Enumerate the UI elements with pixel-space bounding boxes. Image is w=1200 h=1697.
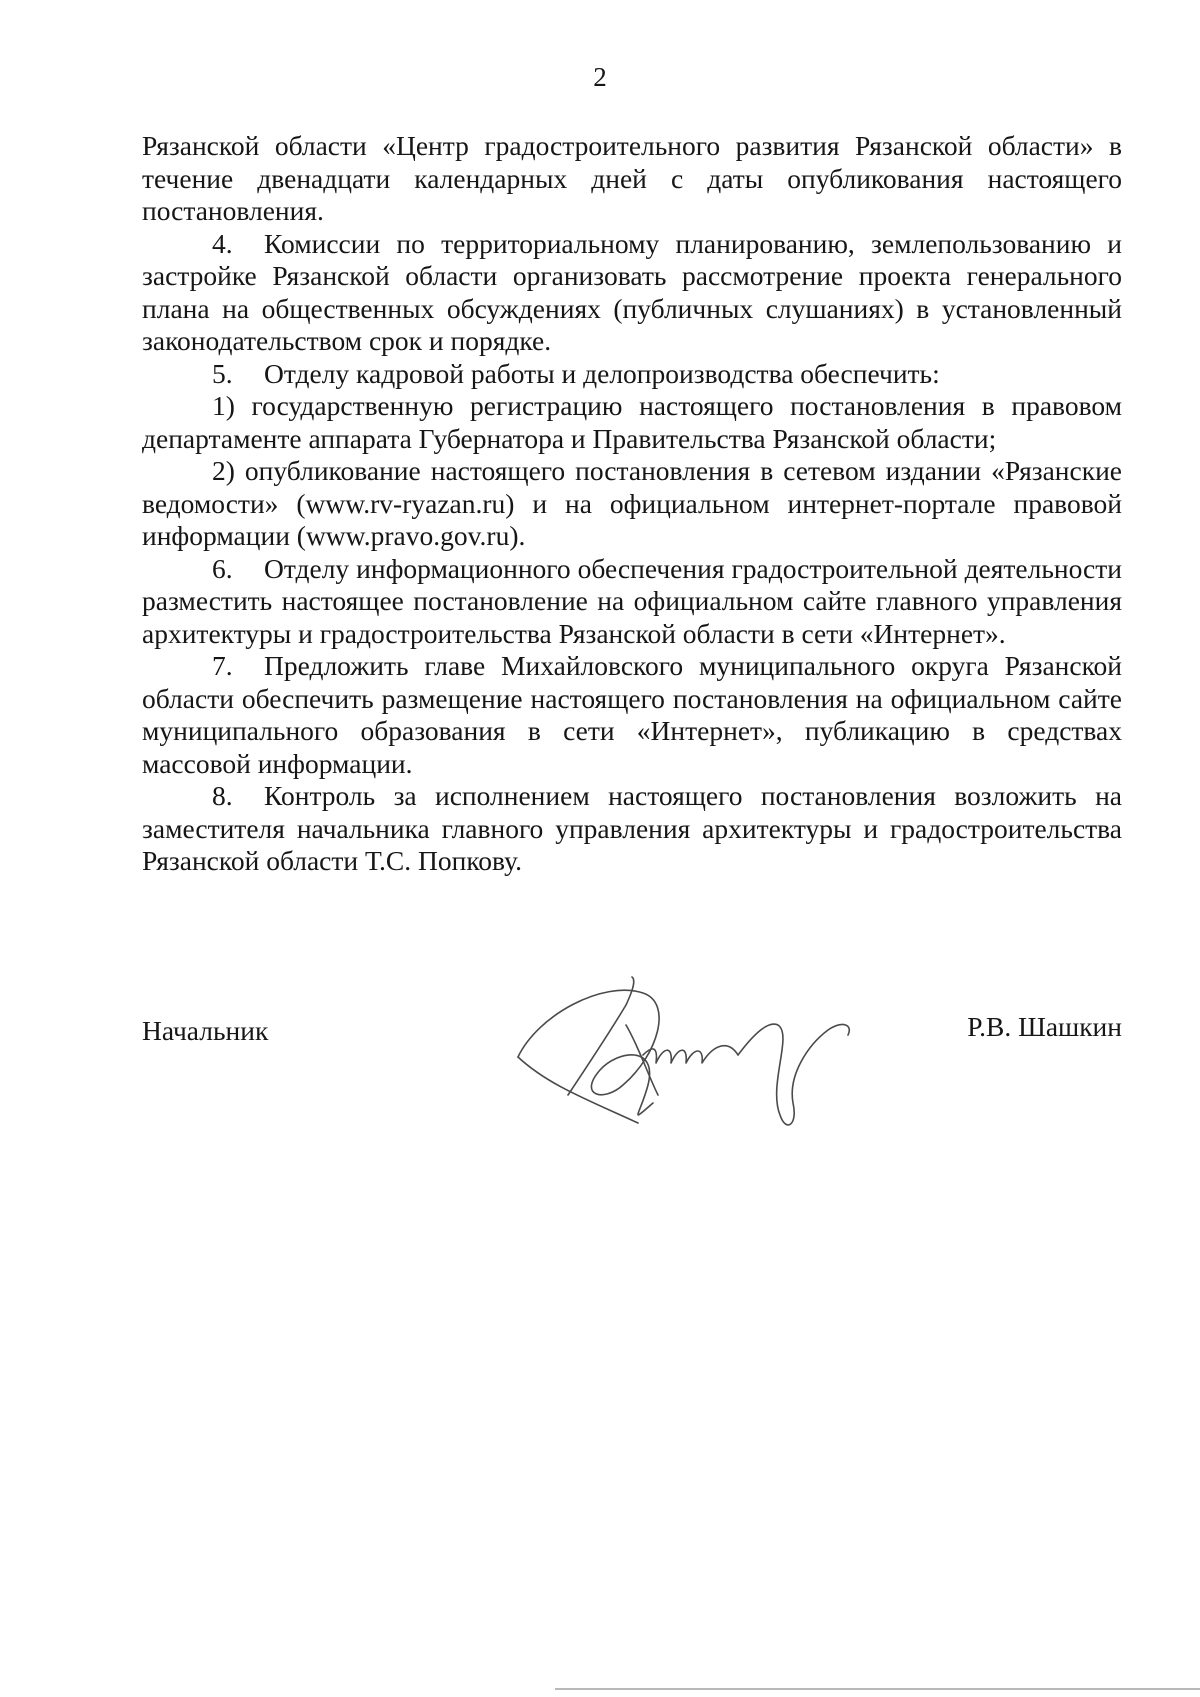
paragraph-item-7: 7. Предложить главе Михайловского муниципального округа Рязанской области обеспечить размещение настоящего постановления на официальном сайте муниципального образования в сети «Интернет», публикацию в средствах массовой информации. <box>142 650 1122 779</box>
item-number: 4. <box>212 227 233 259</box>
item-number: 7. <box>212 650 233 681</box>
handwritten-signature <box>508 975 868 1135</box>
paragraph-item-8: 8. Контроль за исполнением настоящего постановления возложить на заместителя начальника главного управления архитектуры и градостроительства Рязанской области Т.С. Попкову. <box>142 780 1122 876</box>
paragraph-item-5: 5. Отделу кадровой работы и делопроизводства обеспечить: <box>212 357 940 389</box>
paragraph-subitem-2: 2) опубликование настоящего постановления в сетевом издании «Рязанские ведомости» (www.rv-ryazan.ru) и на официальном интернет-портале правовой информации (www.pravo.gov.ru). <box>142 455 1122 551</box>
paragraph-item-6: 6. Отделу информационного обеспечения градостроительной деятельности разместить настоящее постановление на официальном сайте главного управления архитектуры и градостроительства Рязанской области в сети «Интернет». <box>142 552 1122 649</box>
paragraph-continuation: Рязанской области «Центр градостроительного развития Рязанской области» в течение двенадцати календарных дней с даты опубликования настоящего постановления. <box>142 130 1122 226</box>
bottom-rule <box>555 1688 1200 1690</box>
paragraph-item-4: 4. Комиссии по территориальному планированию, землепользованию и застройке Рязанской области организовать рассмотрение проекта генерального плана на общественных обсуждениях (публичных слушаниях) в установленный законодательством срок и порядке. <box>142 227 1122 356</box>
page-number: 2 <box>593 62 607 92</box>
signatory-name: Р.В. Шашкин <box>967 1011 1122 1042</box>
item-number: 5. <box>212 357 233 389</box>
signatory-title: Начальник <box>142 1015 269 1046</box>
item-number: 8. <box>212 780 233 811</box>
paragraph-subitem-1: 1) государственную регистрацию настоящего постановления в правовом департаменте аппарата Губернатора и Правительства Рязанской области; <box>142 390 1122 454</box>
item-number: 6. <box>212 552 233 584</box>
document-body <box>142 130 1122 878</box>
